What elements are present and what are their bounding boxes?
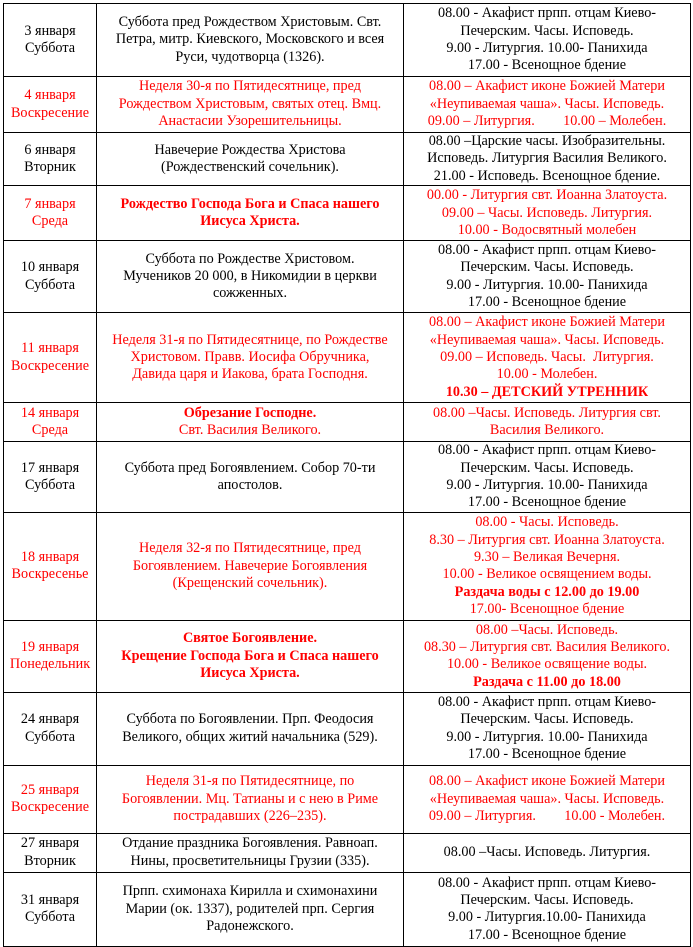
service-time-line: 17.00 - Всенощное бдение: [467, 926, 627, 943]
schedule-row: [4, 765, 691, 833]
date-label: 17 января: [20, 459, 80, 476]
services-cell: [404, 692, 691, 765]
schedule-row: [4, 620, 691, 692]
service-time-line: 08.00 - Акафист прпп. отцам Киево-: [437, 694, 657, 711]
services-cell: [404, 313, 691, 403]
service-time-line: Печерским. Часы. Исповедь.: [460, 22, 634, 39]
feast-text-line: Суббота пред Богоявлением. Собор 70-ти: [124, 459, 376, 476]
date-cell: [4, 442, 97, 513]
service-time-line: Печерским. Часы. Исповедь.: [460, 711, 634, 728]
service-time-line: 08.00 – Акафист иконе Божией Матери: [429, 773, 665, 790]
service-time-line: «Неупиваемая чаша». Часы. Исповедь.: [429, 95, 665, 112]
feast-cell: [97, 133, 404, 186]
service-time-line: Василия Великого.: [489, 422, 605, 439]
service-time-line: 17.00 - Всенощное бдение: [467, 57, 627, 74]
service-time-line: 9.30 – Великая Вечерня.: [473, 548, 621, 565]
service-time-line: 09.00 – Литургия. 10.00 - Молебен.: [428, 808, 666, 825]
feast-cell: [97, 403, 404, 442]
weekday-label: Суббота: [24, 728, 76, 745]
feast-cell: [97, 692, 404, 765]
service-time-line: «Неупиваемая чаша». Часы. Исповедь.: [429, 790, 665, 807]
weekday-label: Воскресение: [10, 104, 90, 121]
service-time-line: 08.00 – Акафист иконе Божией Матери: [429, 314, 665, 331]
feast-text-line: Крещение Господа Бога и Спаса нашего: [121, 647, 379, 664]
schedule-row: [4, 186, 691, 241]
feast-cell: [97, 313, 404, 403]
service-time-line: Раздача воды с 12.00 до 19.00: [454, 583, 640, 600]
feast-text-line: Прпп. схимонаха Кирилла и схимонахини: [122, 883, 378, 900]
service-schedule-table: [3, 3, 691, 947]
service-time-line: 09.00 – Исповедь. Часы. Литургия.: [440, 349, 654, 366]
feast-text-line: Неделя 31-я по Пятидесятнице, по: [145, 773, 355, 790]
service-time-line: 9.00 - Литургия. 10.00- Панихида: [446, 728, 648, 745]
service-time-line: «Неупиваемая чаша». Часы. Исповедь.: [429, 331, 665, 348]
feast-cell: [97, 4, 404, 77]
service-time-line: 08.30 – Литургия свт. Василия Великого.: [423, 638, 671, 655]
service-time-line: 08.00 –Часы. Исповедь.: [475, 621, 619, 638]
date-cell: [4, 403, 97, 442]
weekday-label: Вторник: [24, 852, 76, 869]
date-cell: [4, 620, 97, 692]
schedule-body: [4, 4, 691, 947]
feast-text-line: Марии (ок. 1337), родителей прп. Сергия: [125, 900, 375, 917]
services-cell: [404, 403, 691, 442]
schedule-row: [4, 133, 691, 186]
schedule-row: [4, 403, 691, 442]
feast-text-line: Анастасии Узорешительницы.: [158, 113, 342, 130]
date-cell: [4, 833, 97, 872]
service-time-line: 09.00 – Часы. Исповедь. Литургия.: [441, 204, 653, 221]
service-time-line: Раздача с 11.00 до 18.00: [473, 673, 621, 690]
feast-text-line: Радонежского.: [206, 918, 294, 935]
services-cell: [404, 512, 691, 620]
weekday-label: Суббота: [24, 40, 76, 56]
services-cell: [404, 765, 691, 833]
feast-text-line: Давида царя и Иакова, брата Господня.: [132, 366, 368, 383]
weekday-label: Среда: [31, 213, 69, 230]
schedule-row: [4, 872, 691, 946]
feast-text-line: сожженных.: [212, 285, 288, 302]
services-cell: [404, 872, 691, 946]
service-time-line: 8.30 – Литургия свт. Иоанна Златоуста.: [429, 531, 665, 548]
feast-text-line: Нины, просветительницы Грузии (335).: [130, 852, 370, 869]
services-cell: [404, 77, 691, 133]
service-time-line: 9.00 - Литургия. 10.00- Панихида: [446, 40, 648, 56]
feast-cell: [97, 241, 404, 313]
feast-text-line: (Рождественский сочельник).: [161, 159, 339, 176]
feast-text-line: Христовом. Правв. Иосифа Обручника,: [130, 349, 370, 366]
feast-text-line: Богоявлением. Навечерие Богоявления: [132, 557, 368, 574]
date-label: 19 января: [20, 638, 80, 655]
feast-text-line: Мучеников 20 000, в Никомидии в церкви: [123, 268, 377, 285]
service-time-line: 10.00 - Водосвятный молебен: [457, 221, 637, 238]
feast-text-line: Неделя 32-я по Пятидесятнице, пред: [139, 540, 361, 557]
feast-text-line: Святое Богоявление.: [182, 630, 318, 647]
feast-text-line: Иисуса Христа.: [200, 213, 300, 230]
service-time-line: 10.30 – ДЕТСКИЙ УТРЕННИК: [445, 383, 649, 400]
date-cell: [4, 4, 97, 77]
service-time-line: 17.00 - Всенощное бдение: [467, 294, 627, 311]
service-time-line: Исповедь. Литургия Василия Великого.: [427, 150, 667, 167]
service-time-line: 08.00 - Акафист прпп. отцам Киево-: [437, 241, 657, 258]
feast-cell: [97, 442, 404, 513]
schedule-row: [4, 313, 691, 403]
date-label: 4 января: [24, 87, 76, 104]
date-cell: [4, 77, 97, 133]
schedule-row: [4, 241, 691, 313]
date-label: 6 января: [24, 141, 76, 158]
service-time-line: 08.00 – Акафист иконе Божией Матери: [429, 78, 665, 95]
service-time-line: 08.00 - Акафист прпп. отцам Киево-: [437, 874, 657, 891]
feast-text-line: Петра, митр. Киевского, Московского и всея: [115, 31, 385, 48]
date-label: 11 января: [21, 340, 79, 357]
service-time-line: Печерским. Часы. Исповедь.: [460, 259, 634, 276]
service-time-line: 08.00 –Часы. Исповедь. Литургия.: [443, 844, 651, 861]
service-time-line: 17.00 - Всенощное бдение: [467, 494, 627, 511]
date-label: 24 января: [20, 711, 80, 728]
feast-text-line: пострадавших (226–235).: [173, 808, 327, 825]
date-cell: [4, 186, 97, 241]
service-time-line: 17.00- Всенощное бдение: [469, 601, 625, 618]
service-time-line: 08.00 –Царские часы. Изобразительны.: [428, 133, 666, 149]
feast-text-line: Суббота по Богоявлении. Прп. Феодосия: [126, 711, 374, 728]
service-time-line: 08.00 - Часы. Исповедь.: [475, 514, 619, 531]
feast-text-line: Обрезание Господне.: [183, 404, 317, 421]
weekday-label: Вторник: [24, 159, 76, 176]
date-cell: [4, 133, 97, 186]
feast-text-line: Неделя 30-я по Пятидесятнице, пред: [139, 78, 361, 95]
date-label: 14 января: [20, 404, 80, 421]
date-cell: [4, 512, 97, 620]
date-label: 25 января: [20, 781, 80, 798]
service-time-line: Печерским. Часы. Исповедь.: [460, 891, 634, 908]
date-label: 27 января: [20, 835, 80, 852]
feast-text-line: Иисуса Христа.: [200, 665, 300, 682]
date-cell: [4, 313, 97, 403]
schedule-row: [4, 692, 691, 765]
weekday-label: Суббота: [24, 276, 76, 293]
weekday-label: Воскресение: [10, 357, 90, 374]
feast-text-line: Навечерие Рождества Христова: [154, 141, 346, 158]
service-time-line: 00.00 - Литургия свт. Иоанна Златоуста.: [426, 187, 668, 204]
services-cell: [404, 186, 691, 241]
schedule-row: [4, 4, 691, 77]
feast-text-line: Богоявлении. Мц. Татианы и с нею в Риме: [121, 790, 379, 807]
date-cell: [4, 241, 97, 313]
schedule-row: [4, 442, 691, 513]
service-time-line: 9.00 - Литургия. 10.00- Панихида: [446, 477, 648, 494]
weekday-label: Среда: [31, 422, 69, 439]
weekday-label: Суббота: [24, 477, 76, 494]
services-cell: [404, 4, 691, 77]
service-time-line: 10.00 - Великое освящение воды.: [446, 656, 648, 673]
service-time-line: 9.00 - Литургия.10.00- Панихида: [448, 909, 646, 926]
date-label: 3 января: [24, 22, 76, 39]
services-cell: [404, 241, 691, 313]
schedule-row: [4, 77, 691, 133]
service-time-line: 08.00 - Акафист прпп. отцам Киево-: [437, 442, 657, 459]
feast-cell: [97, 512, 404, 620]
weekday-label: Воскресенье: [11, 566, 89, 583]
schedule-row: [4, 512, 691, 620]
date-label: 31 января: [20, 891, 80, 908]
date-label: 7 января: [24, 195, 76, 212]
feast-text-line: Суббота пред Рождеством Христовым. Свт.: [118, 13, 382, 30]
feast-cell: [97, 833, 404, 872]
service-time-line: 09.00 – Литургия. 10.00 – Молебен.: [427, 113, 667, 130]
service-time-line: 17.00 - Всенощное бдение: [467, 746, 627, 763]
service-time-line: 08.00 - Акафист прпп. отцам Киево-: [437, 5, 657, 22]
date-cell: [4, 692, 97, 765]
services-cell: [404, 833, 691, 872]
date-label: 18 января: [20, 548, 80, 565]
services-cell: [404, 442, 691, 513]
service-time-line: 21.00 - Исповедь. Всенощное бдение.: [433, 167, 661, 184]
feast-text-line: Суббота по Рождестве Христовом.: [145, 250, 355, 267]
feast-text-line: (Крещенский сочельник).: [172, 575, 328, 592]
feast-text-line: апостолов.: [217, 477, 283, 494]
services-cell: [404, 620, 691, 692]
weekday-label: Суббота: [24, 909, 76, 926]
feast-text-line: Свт. Василия Великого.: [178, 422, 322, 439]
service-time-line: Печерским. Часы. Исповедь.: [460, 459, 634, 476]
service-time-line: 10.00 - Великое освящением воды.: [442, 566, 652, 583]
feast-cell: [97, 186, 404, 241]
feast-cell: [97, 872, 404, 946]
feast-cell: [97, 77, 404, 133]
date-label: 10 января: [20, 259, 80, 276]
service-time-line: 10.00 - Молебен.: [496, 366, 598, 383]
feast-text-line: Рождество Господа Бога и Спаса нашего: [120, 195, 380, 212]
weekday-label: Понедельник: [9, 656, 91, 673]
feast-cell: [97, 765, 404, 833]
feast-text-line: Отдание праздника Богоявления. Равноап.: [122, 835, 378, 852]
feast-text-line: Неделя 31-я по Пятидесятнице, по Рождестве: [112, 331, 388, 348]
services-cell: [404, 133, 691, 186]
feast-cell: [97, 620, 404, 692]
weekday-label: Воскресение: [10, 799, 90, 816]
schedule-row: [4, 833, 691, 872]
date-cell: [4, 765, 97, 833]
feast-text-line: Руси, чудотворца (1326).: [175, 48, 325, 65]
feast-text-line: Великого, общих житий начальника (529).: [122, 728, 378, 745]
service-time-line: 9.00 - Литургия. 10.00- Панихида: [446, 276, 648, 293]
feast-text-line: Рождеством Христовым, святых отец. Вмц.: [118, 95, 382, 112]
service-time-line: 08.00 –Часы. Исповедь. Литургия свт.: [433, 404, 661, 421]
date-cell: [4, 872, 97, 946]
